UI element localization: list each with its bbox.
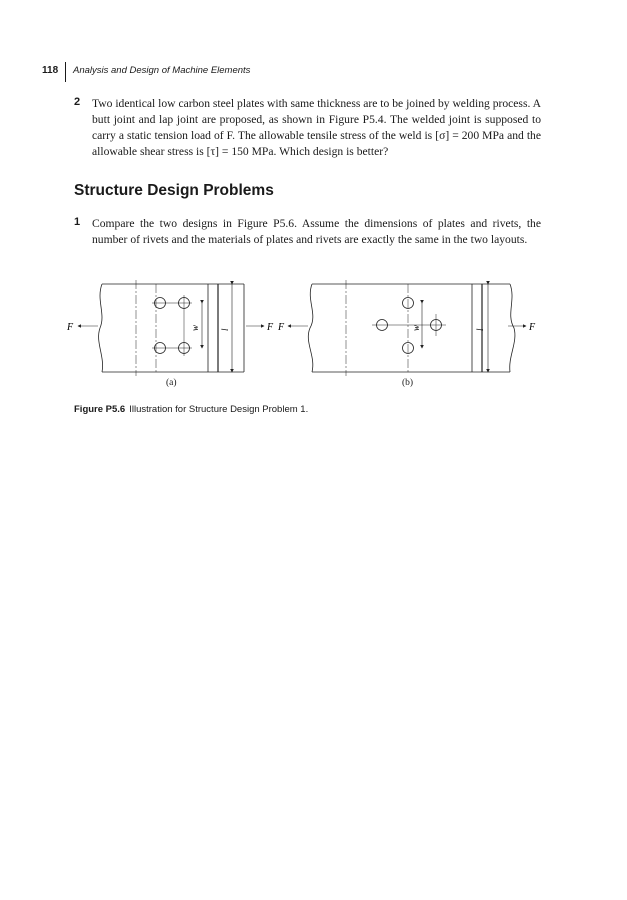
problem-number: 2 [74, 96, 81, 108]
width-label-a: w [190, 324, 200, 331]
page-number: 118 [42, 65, 59, 76]
force-label-a-right: F [267, 322, 274, 333]
problem-text: Two identical low carbon steel plates with same thickness are to be joined by welding process. A butt joint and lap joint are proposed, as shown in Figure P5.4. The welded joint is supposed to carry a static tension load of F. The allowable tensile stress of the weld is [σ] = 200 MPa and the allowable shear stress is [τ] = 150 MPa. Which design is better? [92, 97, 541, 158]
problem-number: 1 [74, 216, 81, 228]
problem-text: Compare the two designs in Figure P5.6. Assume the dimensions of plates and rivets, the number of rivets and the materials of plates and rivets are exactly the same in the two layouts. [92, 217, 541, 246]
layout-a-drawing [78, 280, 264, 376]
figure-caption-text: Illustration for Structure Design Problem 1. [129, 404, 309, 415]
subfigure-label-b: (b) [402, 378, 414, 388]
figure-caption [74, 404, 308, 415]
section-heading: Structure Design Problems [74, 182, 274, 199]
running-title: Analysis and Design of Machine Elements [73, 65, 251, 76]
figure-p5-6 [56, 278, 556, 398]
length-label-a: l [220, 328, 230, 331]
header-divider [65, 62, 66, 82]
force-label-a-left: F [67, 322, 74, 333]
rivet-layout-drawings [56, 278, 556, 398]
layout-b-drawing [288, 280, 526, 376]
force-label-b-left: F [278, 322, 285, 333]
subfigure-label-a: (a) [166, 378, 177, 388]
force-label-b-right: F [529, 322, 536, 333]
figure-caption-label: Figure P5.6 [74, 404, 126, 415]
length-label-b: l [475, 328, 485, 331]
width-label-b: w [411, 324, 421, 331]
